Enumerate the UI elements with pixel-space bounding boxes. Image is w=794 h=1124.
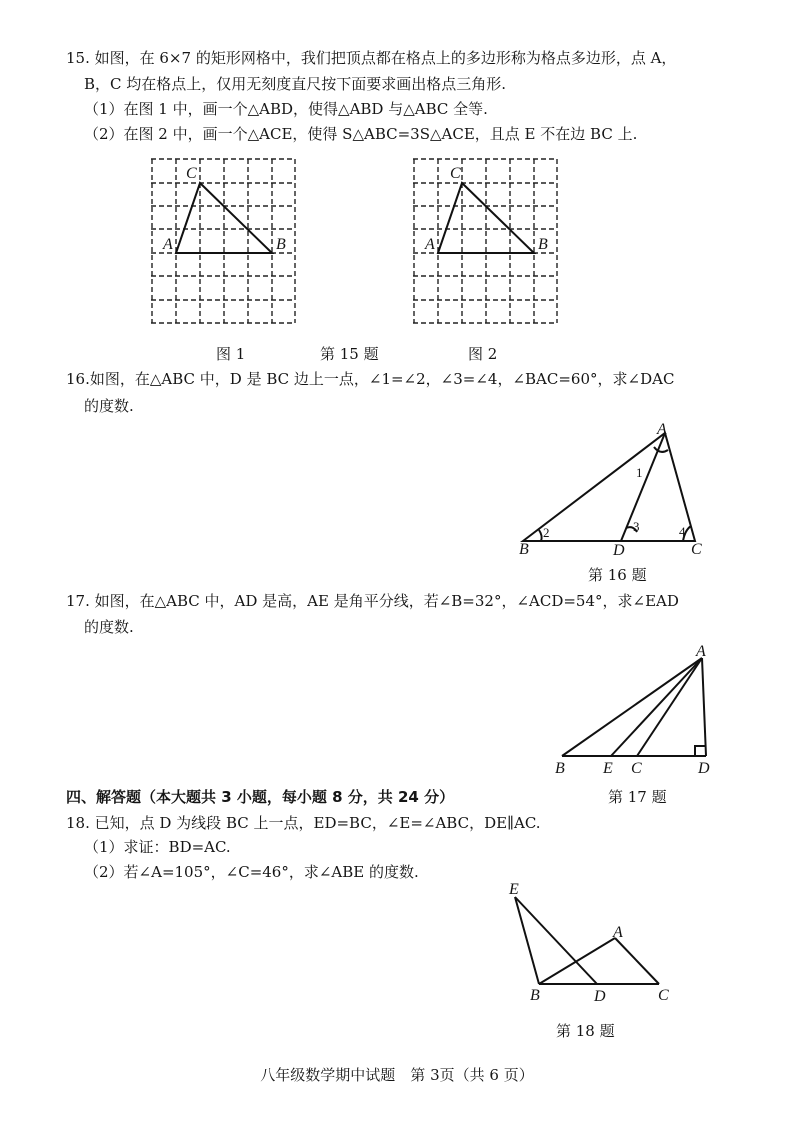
segment-ac	[615, 938, 659, 984]
q18-part2: （2）若∠A=105°，∠C=46°，求∠ABE 的度数.	[84, 863, 419, 881]
label-c: C	[450, 165, 461, 182]
segment-ac	[637, 658, 702, 756]
label-e: E	[509, 881, 519, 898]
label-a: A	[696, 643, 706, 660]
q18-caption: 第 18 题	[556, 1022, 615, 1040]
label-a: A	[613, 924, 623, 941]
q18-figure	[505, 880, 695, 1010]
q15-part2: （2）在图 2 中，画一个△ACE，使得 S△ABC=3S△ACE，且点 E 不在边 BC 上.	[84, 125, 638, 143]
segment-ad	[702, 658, 706, 756]
angle-label-4: 4	[679, 524, 686, 539]
section4-heading: 四、解答题（本大题共 3 小题，每小题 8 分，共 24 分）	[66, 788, 455, 806]
label-d: D	[698, 760, 710, 777]
q15-fig1-caption: 图 1	[216, 345, 246, 363]
q16-text-line2: 的度数.	[84, 397, 134, 415]
q17-text-line1: 17. 如图，在△ABC 中，AD 是高，AE 是角平分线，若∠B=32°，∠ACD=54°，求∠EAD	[66, 592, 679, 610]
label-c: C	[691, 541, 702, 558]
label-b: B	[519, 541, 529, 558]
q16-text-line1: 16.如图，在△ABC 中，D 是 BC 边上一点，∠1=∠2，∠3=∠4，∠BAC=60°，求∠DAC	[66, 370, 675, 388]
label-b: B	[530, 987, 540, 1004]
label-d: D	[594, 988, 606, 1005]
q18-part1: （1）求证：BD=AC.	[84, 838, 231, 856]
q15-text-line1: 15. 如图，在 6×7 的矩形网格中，我们把顶点都在格点上的多边形称为格点多边形，点 A，	[66, 49, 677, 67]
label-b: B	[555, 760, 565, 777]
label-d: D	[613, 542, 625, 559]
q15-text-line2: B，C 均在格点上，仅用无刻度直尺按下面要求画出格点三角形.	[84, 75, 507, 93]
segment-ae	[611, 658, 702, 756]
q18-text-line1: 18. 已知，点 D 为线段 BC 上一点，ED=BC，∠E=∠ABC，DE∥AC.	[66, 814, 541, 832]
segment-ba	[539, 938, 615, 984]
q16-figure	[515, 422, 715, 562]
q15-figure2	[412, 157, 558, 327]
q17-figure	[550, 642, 720, 777]
page-footer: 八年级数学期中试题 第 3页（共 6 页）	[260, 1066, 534, 1084]
label-c: C	[658, 987, 669, 1004]
angle-label-1: 1	[636, 465, 643, 480]
angle-label-2: 2	[543, 525, 550, 540]
label-a: A	[425, 236, 435, 253]
angle-label-3: 3	[633, 519, 640, 534]
q15-figure1	[150, 157, 296, 327]
q15-part1: （1）在图 1 中，画一个△ABD，使得△ABD 与△ABC 全等.	[84, 100, 488, 118]
label-b: B	[538, 236, 548, 253]
q17-caption: 第 17 题	[608, 788, 667, 806]
angle2-arc	[539, 530, 542, 541]
q15-fig2-caption: 图 2	[468, 345, 498, 363]
q15-figure-title: 第 15 题	[320, 345, 379, 363]
label-a: A	[657, 421, 667, 438]
label-e: E	[603, 760, 613, 777]
q17-text-line2: 的度数.	[84, 618, 134, 636]
label-c: C	[186, 165, 197, 182]
right-angle-mark	[695, 746, 705, 756]
label-c: C	[631, 760, 642, 777]
segment-ab	[562, 658, 702, 756]
label-b: B	[276, 236, 286, 253]
label-a: A	[163, 236, 173, 253]
q16-caption: 第 16 题	[588, 566, 647, 584]
angle1-arc	[654, 447, 668, 452]
